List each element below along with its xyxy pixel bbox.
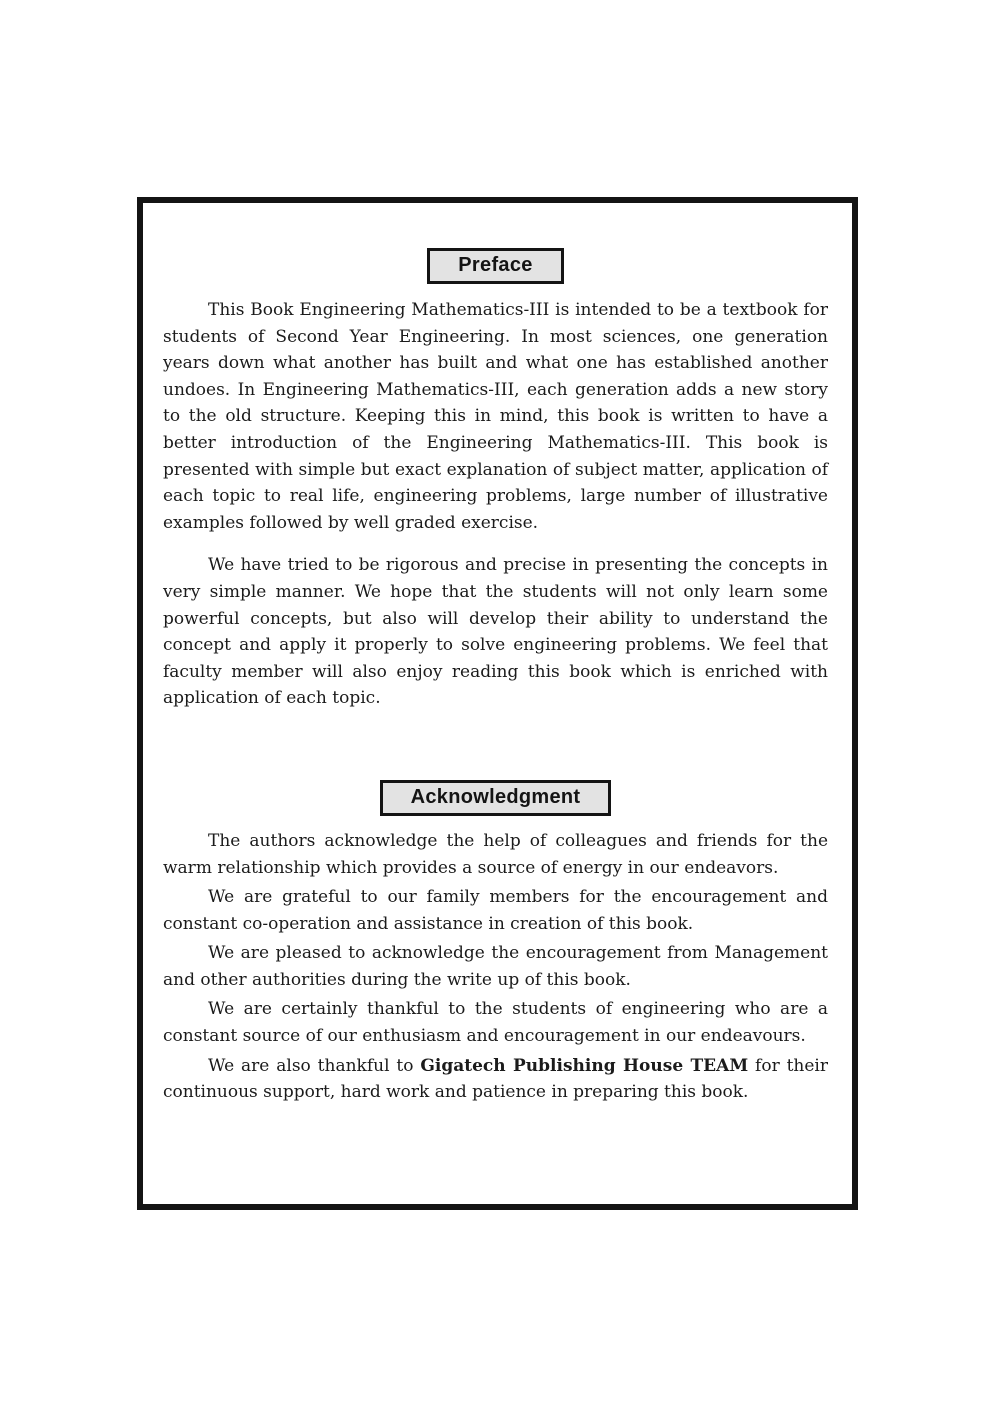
preface-heading-box: [427, 248, 563, 284]
preface-heading-wrap: [163, 248, 828, 284]
acknowledgment-paragraph-3: We are pleased to acknowledge the encouragement from Management and other authorities during the write up of this book.: [163, 943, 828, 990]
acknowledgment-heading-wrap: [163, 780, 828, 816]
publisher-team-name: Gigatech Publishing House TEAM: [420, 1055, 749, 1076]
preface-title: Preface: [458, 254, 533, 276]
acknowledgment-paragraph-5: [163, 1053, 828, 1106]
team-paragraph-prefix: We are also thankful to: [208, 1055, 421, 1076]
acknowledgment-paragraph-1: The authors acknowledge the help of colleagues and friends for the warm relationship which provides a source of energy in our endeavors.: [163, 830, 828, 878]
preface-paragraph-2: We have tried to be rigorous and precise in presenting the concepts in very simple manner. We hope that the students will not only learn some powerful concepts, but also will develop their ability to understand the concept and apply it properly to solve engineering problems. We feel that faculty member will also enjoy reading this book which is enriched with application of each topic.: [163, 555, 828, 709]
page-frame: [137, 197, 858, 1210]
team-paragraph-suffix: for their continuous support, hard work and patience in preparing this book.: [163, 1055, 828, 1103]
preface-paragraph-1: This Book Engineering Mathematics-III is intended to be a textbook for students of Second Year Engineering. In most sciences, one generation years down what another has built and what one has established another undoes. In Engineering Mathematics-III, each generation adds a new story to the old structure. Keeping this in mind, this book is written to have a better introduction of the Engineering Mathematics-III. This book is presented with simple but exact explanation of subject matter, application of each topic to real life, engineering problems, large number of illustrative examples followed by well graded exercise.: [163, 300, 828, 533]
acknowledgment-paragraph-4: We are certainly thankful to the students of engineering who are a constant source of our enthusiasm and encouragement in our endeavours.: [163, 999, 828, 1047]
acknowledgment-heading-box: [380, 780, 612, 816]
acknowledgment-paragraph-2: We are grateful to our family members for the encouragement and constant co-operation and assistance in creation of this book.: [163, 887, 828, 934]
acknowledgment-title: Acknowledgment: [410, 785, 581, 808]
